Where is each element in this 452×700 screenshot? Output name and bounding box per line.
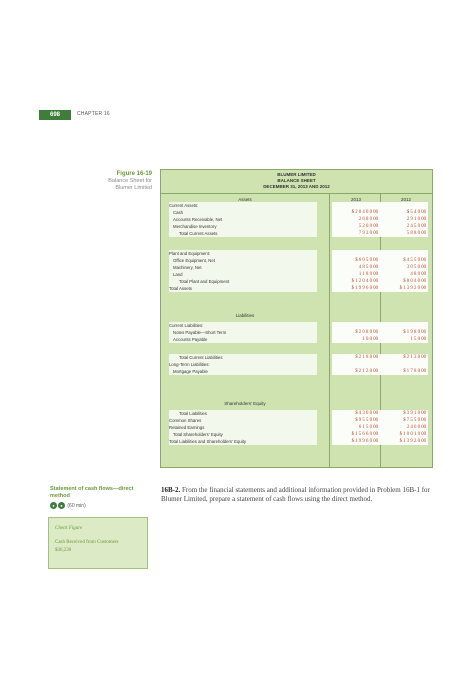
equity-caption: Shareholders' Equity bbox=[224, 401, 266, 406]
value-2012 bbox=[380, 361, 428, 368]
table-row bbox=[169, 216, 427, 223]
check-figure-line1: Cash Received from Customers bbox=[55, 540, 119, 545]
learning-objective-icon: ● bbox=[50, 502, 57, 509]
value-2013: 1 1 8 0 00 bbox=[332, 271, 380, 278]
value-2012: $ 1 7 8 0 00 bbox=[380, 368, 428, 375]
value-2013: 2 6 8 0 00 bbox=[332, 216, 380, 223]
value-2012: 1 5 0 00 bbox=[380, 336, 428, 343]
value-2013: $ 2 1 2 0 00 bbox=[332, 368, 380, 375]
check-figure-title: Check Figure bbox=[55, 526, 83, 531]
value-2013 bbox=[332, 361, 380, 368]
table-row bbox=[169, 250, 427, 257]
row-label: Land bbox=[169, 271, 317, 278]
table-row bbox=[169, 431, 427, 438]
row-label: Retained Earnings bbox=[169, 424, 317, 431]
row-label: Machinery, Net bbox=[169, 264, 317, 271]
table-row bbox=[169, 285, 427, 292]
table-row bbox=[169, 329, 427, 336]
value-2012: 2 4 5 0 00 bbox=[380, 223, 428, 230]
row-label: Total Liabilities and Shareholders' Equity bbox=[169, 438, 317, 445]
problem-text bbox=[161, 486, 441, 504]
table-row bbox=[169, 257, 427, 264]
value-2012: 4 8 0 00 bbox=[380, 271, 428, 278]
figure-label bbox=[60, 171, 152, 192]
row-label: Merchandise Inventory bbox=[169, 223, 317, 230]
value-2012: 2 9 1 0 00 bbox=[380, 216, 428, 223]
table-row bbox=[169, 223, 427, 230]
table-row bbox=[169, 354, 427, 361]
value-2013: $ 4 3 0 0 00 bbox=[332, 410, 380, 417]
page-number: 698 bbox=[39, 110, 71, 120]
value-2013: $ 1 5 6 6 0 00 bbox=[332, 431, 380, 438]
assets-caption: Assets bbox=[238, 197, 252, 202]
value-2013: 7 9 2 0 00 bbox=[332, 230, 380, 237]
value-2012: 3 0 5 0 00 bbox=[380, 264, 428, 271]
liabilities-caption: Liabilities bbox=[235, 313, 255, 318]
value-2013: $ 2 0 4 0 0 00 bbox=[332, 209, 380, 216]
value-2013: 5 2 0 0 00 bbox=[332, 223, 380, 230]
value-2013: $ 1 9 9 6 0 00 bbox=[332, 438, 380, 445]
row-label: Accounts Receivable, Net bbox=[169, 216, 317, 223]
value-2013: $ 6 0 5 0 00 bbox=[332, 257, 380, 264]
statement-date: DECEMBER 31, 2013 AND 2012 bbox=[263, 184, 330, 189]
statement-title: BALANCE SHEET bbox=[277, 178, 316, 183]
row-label: Common Shares bbox=[169, 417, 317, 424]
row-label: Mortgage Payable bbox=[169, 368, 317, 375]
chapter-label: CHAPTER 16 bbox=[77, 111, 110, 117]
side-time bbox=[50, 502, 86, 509]
table-row bbox=[169, 417, 427, 424]
row-label: Long-Term Liabilities: bbox=[169, 361, 317, 368]
value-2013: 6 1 5 0 00 bbox=[332, 424, 380, 431]
problem-number: 16B-2. bbox=[161, 486, 181, 494]
value-2012: 2 4 6 0 00 bbox=[380, 424, 428, 431]
row-label: Total Assets bbox=[169, 285, 317, 292]
learning-objective-icon: ● bbox=[58, 502, 65, 509]
value-2012: $ 5 4 0 00 bbox=[380, 209, 428, 216]
value-2013 bbox=[332, 202, 380, 209]
value-2013: $ 1 2 0 4 0 00 bbox=[332, 278, 380, 285]
table-row bbox=[169, 438, 427, 445]
row-label: Plant and Equipment: bbox=[169, 250, 317, 257]
value-2012: $ 7 5 5 0 00 bbox=[380, 417, 428, 424]
time-estimate: (60 min) bbox=[67, 502, 86, 509]
year-2012: 2012 bbox=[400, 197, 411, 202]
value-2012: $ 1 3 9 2 0 00 bbox=[380, 438, 428, 445]
value-2013: 1 0 0 00 bbox=[332, 336, 380, 343]
value-2012: 5 8 8 0 00 bbox=[380, 230, 428, 237]
balance-sheet bbox=[160, 169, 433, 468]
table-row bbox=[169, 264, 427, 271]
row-label: Accounts Payable bbox=[169, 336, 317, 343]
table-row bbox=[169, 209, 427, 216]
value-2012: $ 1 9 8 0 00 bbox=[380, 329, 428, 336]
table-row bbox=[169, 361, 427, 368]
value-2013 bbox=[332, 322, 380, 329]
check-figure-line2: $36,230 bbox=[55, 548, 72, 553]
figure-caption-line2: Blumer Limited bbox=[115, 185, 152, 191]
value-2012 bbox=[380, 250, 428, 257]
row-label: Total Current Liabilities bbox=[169, 354, 317, 361]
value-2013: $ 2 0 8 0 00 bbox=[332, 329, 380, 336]
figure-caption-line1: Balance Sheet for bbox=[108, 178, 152, 184]
balance-sheet-header bbox=[161, 170, 432, 194]
side-heading: Statement of cash flows—direct method bbox=[50, 486, 134, 499]
value-2012: $ 1 0 0 1 0 00 bbox=[380, 431, 428, 438]
row-label: Current Assets: bbox=[169, 202, 317, 209]
table-row bbox=[169, 271, 427, 278]
row-label: Cash bbox=[169, 209, 317, 216]
value-2013: $ 9 5 5 0 00 bbox=[332, 417, 380, 424]
table-row bbox=[169, 278, 427, 285]
table-row bbox=[169, 322, 427, 329]
value-2012 bbox=[380, 202, 428, 209]
row-label: Current Liabilities: bbox=[169, 322, 317, 329]
value-2013: $ 2 1 8 0 00 bbox=[332, 354, 380, 361]
row-label: Total Plant and Equipment bbox=[169, 278, 317, 285]
year-2013: 2013 bbox=[350, 197, 361, 202]
value-2012: $ 1 3 9 2 0 00 bbox=[380, 285, 428, 292]
value-2013: $ 1 9 9 6 0 00 bbox=[332, 285, 380, 292]
table-row bbox=[169, 336, 427, 343]
company-name: BLUMER LIMITED bbox=[277, 172, 316, 177]
table-row bbox=[169, 410, 427, 417]
check-figure-box bbox=[48, 517, 148, 569]
table-row bbox=[169, 202, 427, 209]
table-row bbox=[169, 230, 427, 237]
row-label: Total Current Assets bbox=[169, 230, 317, 237]
value-2012: $ 8 0 4 0 00 bbox=[380, 278, 428, 285]
row-label: Total Liabilities bbox=[169, 410, 317, 417]
row-label: Notes Payable—Short Term bbox=[169, 329, 317, 336]
value-2012: $ 3 9 1 0 00 bbox=[380, 410, 428, 417]
row-label: Office Equipment, Net bbox=[169, 257, 317, 264]
value-2013 bbox=[332, 250, 380, 257]
table-row bbox=[169, 368, 427, 375]
problem-body: From the financial statements and additional information provided in Problem 16B-1 for Blumer Limited, prepare a statement of cash flows using the direct method. bbox=[161, 486, 430, 503]
value-2012: $ 4 5 5 0 00 bbox=[380, 257, 428, 264]
figure-number: Figure 16-19 bbox=[116, 171, 152, 177]
row-label: Total Shareholders' Equity bbox=[169, 431, 317, 438]
table-row bbox=[169, 424, 427, 431]
value-2012 bbox=[380, 322, 428, 329]
value-2012: $ 2 1 3 0 00 bbox=[380, 354, 428, 361]
value-2013: 4 8 5 0 00 bbox=[332, 264, 380, 271]
